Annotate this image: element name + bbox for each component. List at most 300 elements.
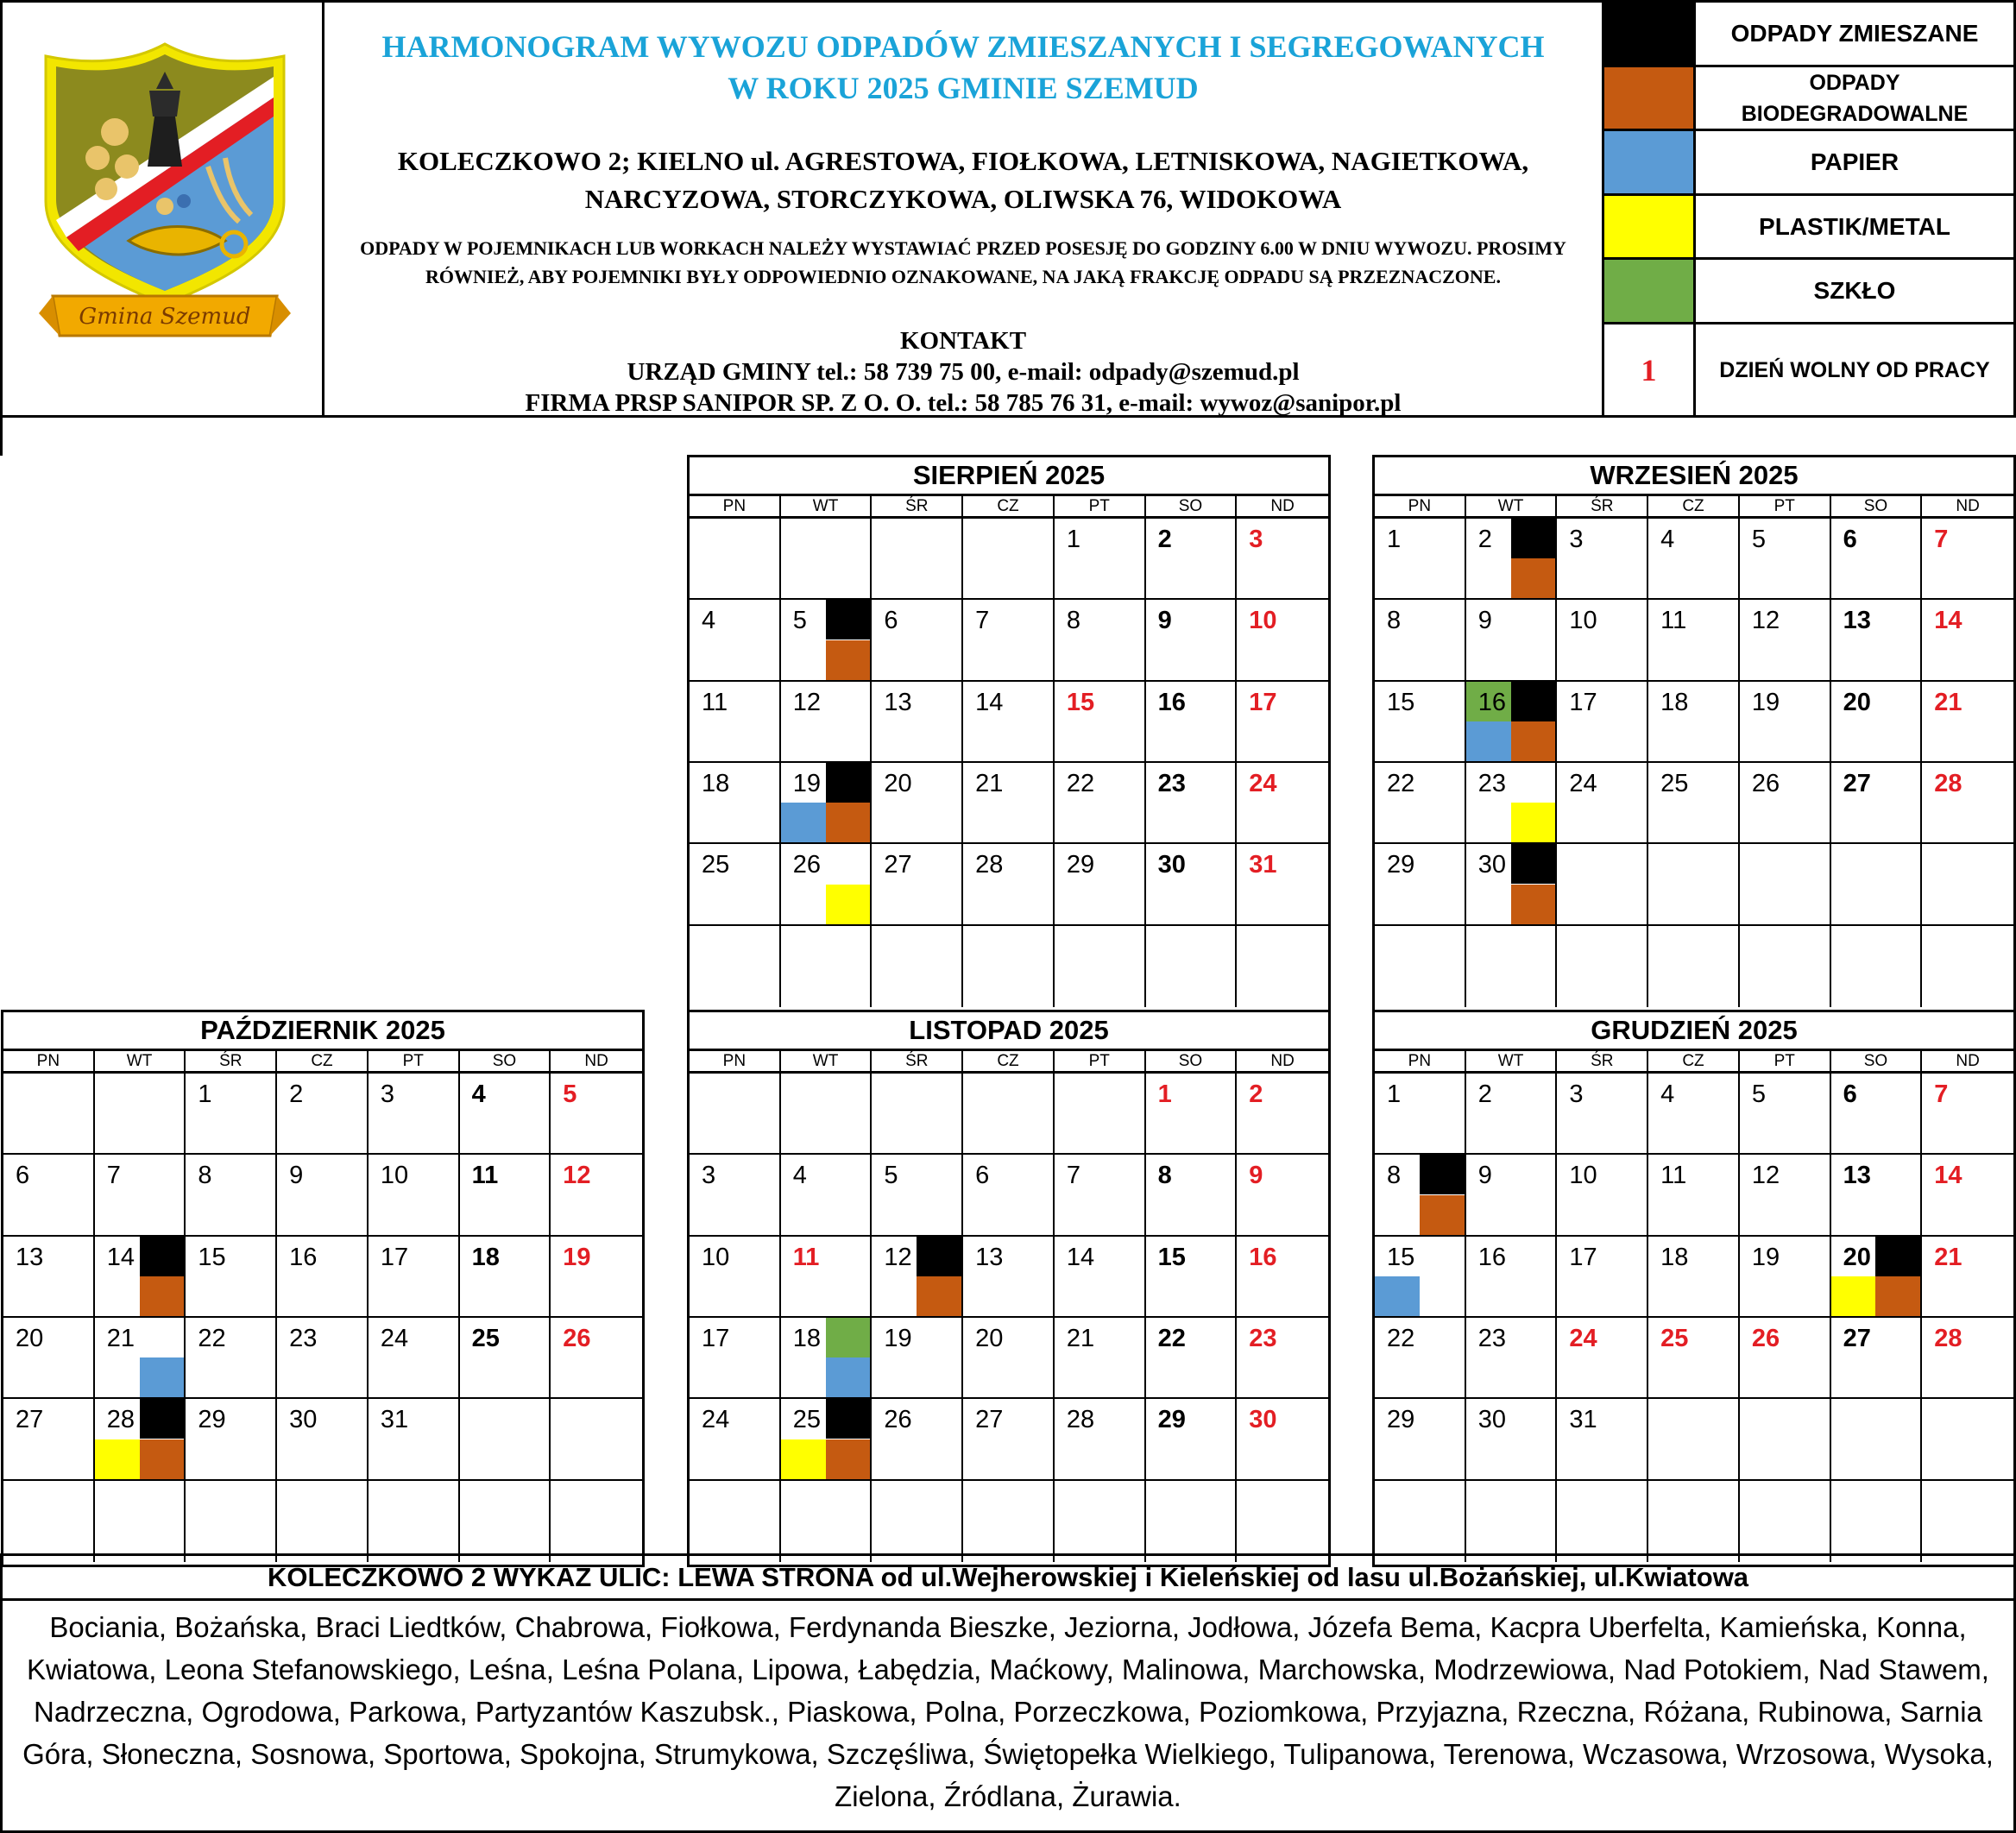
calendar-day-cell	[1237, 844, 1328, 925]
calendar-day-cell	[781, 844, 873, 925]
empty-day-cell	[963, 926, 1055, 1007]
day-number: 29	[198, 1406, 226, 1434]
empty-day-cell	[872, 926, 963, 1007]
calendar-day-cell	[872, 1318, 963, 1399]
calendar-day-cell	[1055, 600, 1146, 681]
day-number: 21	[106, 1325, 135, 1352]
day-number: 21	[1066, 1325, 1095, 1352]
day-number: 4	[471, 1080, 486, 1108]
contact-office: URZĄD GMINY tel.: 58 739 75 00, e-mail: odpady@szemud.pl	[627, 358, 1300, 386]
calendar-day-cell	[1831, 1155, 1923, 1236]
day-number: 30	[1157, 851, 1186, 879]
day-number: 18	[1660, 688, 1689, 716]
day-number: 10	[380, 1162, 409, 1190]
calendar-day-cell	[781, 1155, 873, 1236]
calendar-day-cell	[1648, 1074, 1740, 1155]
day-number: 24	[380, 1325, 409, 1352]
weekday-label: PT	[369, 1051, 460, 1071]
weekday-label: SO	[1831, 1051, 1923, 1071]
calendar-day-cell	[3, 1318, 95, 1399]
calendar-day-cell	[1055, 1399, 1146, 1480]
collection-marker	[826, 600, 871, 639]
day-number: 3	[1569, 526, 1584, 553]
day-number: 31	[380, 1406, 409, 1434]
calendar-day-cell	[1055, 1237, 1146, 1318]
bio-waste-swatch	[1604, 67, 1696, 129]
calendar-month	[1, 1010, 645, 1567]
calendar-day-cell	[872, 844, 963, 925]
calendar-day-cell	[1922, 1237, 2013, 1318]
day-number: 12	[563, 1162, 591, 1190]
day-number: 26	[563, 1325, 591, 1352]
calendar-day-cell	[1375, 844, 1466, 925]
weekday-label: PT	[1740, 1051, 1831, 1071]
calendar-day-cell	[1146, 1399, 1238, 1480]
legend	[1602, 0, 2016, 418]
day-number: 12	[1751, 607, 1780, 635]
day-number: 7	[1066, 1162, 1080, 1190]
day-number: 27	[1843, 1325, 1871, 1352]
day-number: 28	[1934, 1325, 1962, 1352]
day-number: 25	[1660, 770, 1689, 797]
collection-marker	[781, 1439, 826, 1479]
calendar-day-cell	[781, 682, 873, 763]
weekday-label: WT	[1466, 1051, 1558, 1071]
day-number: 13	[16, 1243, 44, 1271]
day-number: 25	[1660, 1325, 1689, 1352]
calendar-day-cell	[963, 763, 1055, 844]
calendar-day-cell	[1375, 600, 1466, 681]
calendar-grid	[690, 519, 1328, 1007]
collection-marker	[1420, 1195, 1465, 1235]
day-number: 24	[702, 1406, 730, 1434]
day-number: 20	[884, 770, 912, 797]
day-number: 25	[471, 1325, 500, 1352]
weekday-label: ND	[1956, 1052, 1980, 1070]
collection-marker	[917, 1276, 961, 1316]
calendar-day-cell	[1466, 519, 1558, 600]
empty-day-cell	[551, 1481, 642, 1562]
empty-day-cell	[1740, 926, 1831, 1007]
empty-day-cell	[1648, 1399, 1740, 1480]
weekday-label: ŚR	[872, 1051, 963, 1071]
day-number: 13	[884, 688, 912, 716]
empty-day-cell	[1648, 1481, 1740, 1562]
calendar-day-cell	[1557, 1155, 1648, 1236]
calendar-day-cell	[186, 1074, 277, 1155]
day-number: 15	[1157, 1243, 1186, 1271]
calendar-day-cell	[1831, 682, 1923, 763]
calendar-day-cell	[460, 1155, 551, 1236]
calendar-day-cell	[781, 1318, 873, 1399]
day-number: 1	[198, 1080, 212, 1108]
day-number: 5	[792, 607, 807, 635]
calendar-day-cell	[690, 1155, 781, 1236]
empty-day-cell	[690, 519, 781, 600]
calendar-day-cell	[3, 1399, 95, 1480]
calendar-day-cell	[1237, 519, 1328, 600]
weekday-label: ND	[1270, 497, 1295, 515]
calendar-day-cell	[963, 1399, 1055, 1480]
empty-day-cell	[1146, 926, 1238, 1007]
day-number: 12	[884, 1243, 912, 1271]
day-number: 11	[1660, 607, 1687, 635]
calendar-day-cell	[781, 1399, 873, 1480]
empty-day-cell	[1922, 1399, 2013, 1480]
day-number: 27	[884, 851, 912, 879]
weekday-label: SO	[460, 1051, 551, 1071]
calendar-day-cell	[1146, 600, 1238, 681]
empty-day-cell	[277, 1481, 369, 1562]
weekday-label: PN	[3, 1051, 95, 1071]
calendar-day-cell	[963, 1318, 1055, 1399]
calendar-day-cell	[1740, 519, 1831, 600]
weekday-label: CZ	[963, 1051, 1055, 1071]
empty-day-cell	[369, 1481, 460, 1562]
day-number: 7	[1934, 1080, 1949, 1108]
calendar-day-cell	[369, 1318, 460, 1399]
collection-marker	[1875, 1276, 1920, 1316]
day-number: 26	[884, 1406, 912, 1434]
day-number: 21	[1934, 688, 1962, 716]
calendar-day-cell	[1375, 519, 1466, 600]
day-number: 28	[975, 851, 1004, 879]
empty-day-cell	[872, 1481, 963, 1562]
calendar-day-cell	[1557, 1074, 1648, 1155]
calendar-day-cell	[1648, 1237, 1740, 1318]
day-number: 20	[1843, 688, 1871, 716]
day-number: 23	[1249, 1325, 1277, 1352]
weekday-label: ŚR	[186, 1051, 277, 1071]
day-number: 6	[1843, 1080, 1857, 1108]
weekday-label: SO	[1146, 1051, 1238, 1071]
legend-item-paper	[1604, 131, 2013, 196]
empty-day-cell	[690, 1074, 781, 1155]
day-number: 23	[289, 1325, 318, 1352]
collection-marker	[826, 803, 871, 842]
day-number: 26	[792, 851, 821, 879]
day-number: 18	[792, 1325, 821, 1352]
calendar-day-cell	[1740, 1237, 1831, 1318]
day-number: 4	[702, 607, 716, 635]
day-number: 7	[975, 607, 990, 635]
calendar-day-cell	[1237, 1155, 1328, 1236]
calendar-day-cell	[690, 844, 781, 925]
calendar-day-cell	[1831, 1074, 1923, 1155]
weekday-label: SO	[1831, 496, 1923, 516]
calendar-day-cell	[690, 763, 781, 844]
calendar-day-cell	[1146, 1318, 1238, 1399]
day-number: 29	[1387, 1406, 1415, 1434]
day-number: 22	[1157, 1325, 1186, 1352]
day-number: 1	[1157, 1080, 1172, 1108]
empty-day-cell	[95, 1074, 186, 1155]
calendar-day-cell	[872, 1237, 963, 1318]
street-list-panel	[0, 1553, 2016, 1833]
calendar-day-cell	[1648, 600, 1740, 681]
day-number: 31	[1249, 851, 1277, 879]
empty-day-cell	[1055, 1481, 1146, 1562]
calendar-day-cell	[1922, 1155, 2013, 1236]
calendar-day-cell	[872, 682, 963, 763]
calendar-day-cell	[1146, 1155, 1238, 1236]
weekday-label: ND	[1270, 1052, 1295, 1070]
day-number: 2	[1477, 526, 1492, 553]
calendar-day-cell	[277, 1074, 369, 1155]
day-number: 2	[1249, 1080, 1263, 1108]
day-number: 4	[792, 1162, 807, 1190]
legend-item-bio	[1604, 67, 2013, 131]
empty-day-cell	[690, 926, 781, 1007]
day-number: 30	[1249, 1406, 1277, 1434]
empty-day-cell	[1831, 1481, 1923, 1562]
day-number: 18	[702, 770, 730, 797]
day-number: 5	[563, 1080, 577, 1108]
empty-day-cell	[781, 926, 873, 1007]
weekday-label: PN	[690, 1051, 781, 1071]
calendar-day-cell	[1831, 519, 1923, 600]
day-number: 19	[792, 770, 821, 797]
day-number: 24	[1249, 770, 1277, 797]
day-number: 27	[16, 1406, 44, 1434]
calendar-grid	[690, 1074, 1328, 1562]
calendar-day-cell	[1466, 600, 1558, 681]
collection-marker	[140, 1276, 185, 1316]
calendar-day-cell	[1922, 519, 2013, 600]
calendar-grid	[1375, 519, 2013, 1007]
collection-marker	[1511, 721, 1556, 761]
calendar-day-cell	[460, 1318, 551, 1399]
calendar-day-cell	[781, 600, 873, 681]
calendar-day-cell	[963, 600, 1055, 681]
mixed-waste-swatch	[1604, 3, 1696, 65]
calendar-day-cell	[551, 1318, 642, 1399]
day-number: 23	[1477, 1325, 1506, 1352]
weekday-label: PT	[1740, 496, 1831, 516]
glass-swatch	[1604, 260, 1696, 322]
collection-marker	[1511, 885, 1556, 924]
calendar-day-cell	[1557, 519, 1648, 600]
calendar-day-cell	[1922, 682, 2013, 763]
day-number: 4	[1660, 1080, 1675, 1108]
calendar-month	[687, 1010, 1331, 1567]
calendar-day-cell	[277, 1155, 369, 1236]
calendar-day-cell	[460, 1074, 551, 1155]
day-number: 14	[1934, 1162, 1962, 1190]
calendar-day-cell	[1055, 519, 1146, 600]
day-number: 26	[1751, 770, 1780, 797]
schedule-title: HARMONOGRAM WYWOZU ODPADÓW ZMIESZANYCH I SEGREGOWANYCH	[381, 29, 1545, 64]
day-number: 14	[1934, 607, 1962, 635]
day-number: 15	[1387, 1243, 1415, 1271]
day-number: 25	[792, 1406, 821, 1434]
calendar-day-cell	[1375, 1155, 1466, 1236]
calendar-day-cell	[1557, 763, 1648, 844]
empty-day-cell	[95, 1481, 186, 1562]
empty-day-cell	[963, 519, 1055, 600]
weekday-header	[1375, 496, 2013, 519]
legend-item-holiday	[1604, 324, 2013, 415]
calendar-day-cell	[781, 763, 873, 844]
day-number: 15	[1387, 688, 1415, 716]
day-number: 5	[1751, 526, 1766, 553]
day-number: 15	[198, 1243, 226, 1271]
calendar-title: LISTOPAD 2025	[690, 1012, 1328, 1051]
collection-marker	[140, 1439, 185, 1479]
empty-day-cell	[1740, 1481, 1831, 1562]
collection-marker	[1511, 558, 1556, 598]
collection-marker	[1511, 803, 1556, 842]
legend-item-mixed	[1604, 3, 2013, 67]
day-number: 4	[1660, 526, 1675, 553]
day-number: 9	[289, 1162, 304, 1190]
day-number: 17	[1569, 688, 1597, 716]
day-number: 5	[1751, 1080, 1766, 1108]
day-number: 30	[289, 1406, 318, 1434]
weekday-label: PN	[1375, 1051, 1466, 1071]
day-number: 16	[289, 1243, 318, 1271]
calendar-day-cell	[690, 1399, 781, 1480]
calendar-day-cell	[3, 1155, 95, 1236]
calendar-title: PAŹDZIERNIK 2025	[3, 1012, 642, 1051]
day-number: 24	[1569, 1325, 1597, 1352]
day-number: 23	[1157, 770, 1186, 797]
calendar-day-cell	[1055, 763, 1146, 844]
day-number: 24	[1569, 770, 1597, 797]
weekday-label: CZ	[1648, 1051, 1740, 1071]
calendar-grid	[3, 1074, 642, 1562]
calendar-day-cell	[1237, 1318, 1328, 1399]
empty-day-cell	[3, 1074, 95, 1155]
day-number: 5	[884, 1162, 898, 1190]
empty-day-cell	[690, 1481, 781, 1562]
day-number: 3	[702, 1162, 716, 1190]
day-number: 22	[1066, 770, 1095, 797]
calendar-day-cell	[369, 1399, 460, 1480]
calendar-day-cell	[1375, 1237, 1466, 1318]
calendar-day-cell	[3, 1237, 95, 1318]
calendar-day-cell	[1237, 600, 1328, 681]
weekday-label: WT	[781, 1051, 873, 1071]
day-number: 1	[1387, 526, 1402, 553]
collection-marker	[1511, 682, 1556, 721]
calendar-title: WRZESIEŃ 2025	[1375, 457, 2013, 496]
day-number: 29	[1157, 1406, 1186, 1434]
day-number: 19	[1751, 1243, 1780, 1271]
calendar-day-cell	[1466, 1399, 1558, 1480]
calendar-day-cell	[1831, 1237, 1923, 1318]
calendar-day-cell	[95, 1237, 186, 1318]
day-number: 30	[1477, 1406, 1506, 1434]
day-number: 18	[1660, 1243, 1689, 1271]
collection-marker	[1875, 1237, 1920, 1276]
day-number: 2	[1157, 526, 1172, 553]
calendar-day-cell	[872, 1399, 963, 1480]
calendar-day-cell	[1740, 1074, 1831, 1155]
day-number: 8	[1387, 1162, 1402, 1190]
area-line-1: KOLECZKOWO 2; KIELNO ul. AGRESTOWA, FIOŁKOWA, LETNISKOWA, NAGIETKOWA,	[397, 146, 1529, 176]
day-number: 10	[702, 1243, 730, 1271]
weekday-label: ND	[1956, 497, 1980, 515]
day-number: 14	[975, 688, 1004, 716]
calendar-day-cell	[1648, 682, 1740, 763]
logo-panel	[0, 0, 324, 418]
empty-day-cell	[1831, 844, 1923, 925]
calendar-day-cell	[1466, 763, 1558, 844]
collection-marker	[1375, 1276, 1420, 1316]
day-number: 10	[1569, 607, 1597, 635]
day-number: 9	[1477, 607, 1492, 635]
empty-day-cell	[963, 1074, 1055, 1155]
empty-day-cell	[186, 1481, 277, 1562]
day-number: 17	[1569, 1243, 1597, 1271]
calendar-day-cell	[186, 1237, 277, 1318]
day-number: 22	[198, 1325, 226, 1352]
day-number: 28	[1066, 1406, 1095, 1434]
empty-day-cell	[551, 1399, 642, 1480]
collection-marker	[917, 1237, 961, 1276]
calendar-day-cell	[551, 1237, 642, 1318]
legend-label: ODPADY ZMIESZANE	[1730, 20, 1979, 47]
day-number: 11	[792, 1243, 820, 1271]
holiday-number-sample: 1	[1604, 324, 1696, 415]
calendar-day-cell	[1375, 1318, 1466, 1399]
calendar-month	[1372, 1010, 2016, 1567]
calendar-day-cell	[1466, 682, 1558, 763]
collection-marker	[1511, 844, 1556, 884]
day-number: 13	[1843, 607, 1871, 635]
day-number: 12	[792, 688, 821, 716]
empty-day-cell	[460, 1481, 551, 1562]
divider	[0, 418, 3, 456]
legend-label: PAPIER	[1810, 148, 1899, 175]
collection-marker	[140, 1357, 185, 1397]
collection-marker	[140, 1237, 185, 1276]
empty-day-cell	[872, 1074, 963, 1155]
collection-marker	[1466, 721, 1511, 761]
calendar-day-cell	[1146, 763, 1238, 844]
empty-day-cell	[1740, 844, 1831, 925]
calendar-day-cell	[1557, 1399, 1648, 1480]
collection-marker	[1511, 519, 1556, 558]
calendar-day-cell	[690, 1318, 781, 1399]
day-number: 19	[1751, 688, 1780, 716]
collection-marker	[826, 640, 871, 680]
day-number: 19	[563, 1243, 591, 1271]
day-number: 20	[975, 1325, 1004, 1352]
collection-marker	[826, 1318, 871, 1357]
day-number: 22	[1387, 770, 1415, 797]
calendar-day-cell	[1146, 1074, 1238, 1155]
day-number: 8	[198, 1162, 212, 1190]
calendar-day-cell	[1466, 1237, 1558, 1318]
empty-day-cell	[1466, 926, 1558, 1007]
day-number: 17	[1249, 688, 1277, 716]
empty-day-cell	[781, 1074, 873, 1155]
empty-day-cell	[1055, 1074, 1146, 1155]
empty-day-cell	[1831, 1399, 1923, 1480]
calendar-day-cell	[1831, 600, 1923, 681]
calendar-day-cell	[1466, 1318, 1558, 1399]
calendar-day-cell	[369, 1074, 460, 1155]
weekday-label: ND	[584, 1052, 608, 1070]
day-number: 29	[1387, 851, 1415, 879]
header	[0, 0, 2016, 418]
weekday-header	[690, 1051, 1328, 1074]
weekday-label: WT	[1466, 496, 1558, 516]
calendar-day-cell	[1831, 1318, 1923, 1399]
paper-swatch	[1604, 131, 1696, 193]
